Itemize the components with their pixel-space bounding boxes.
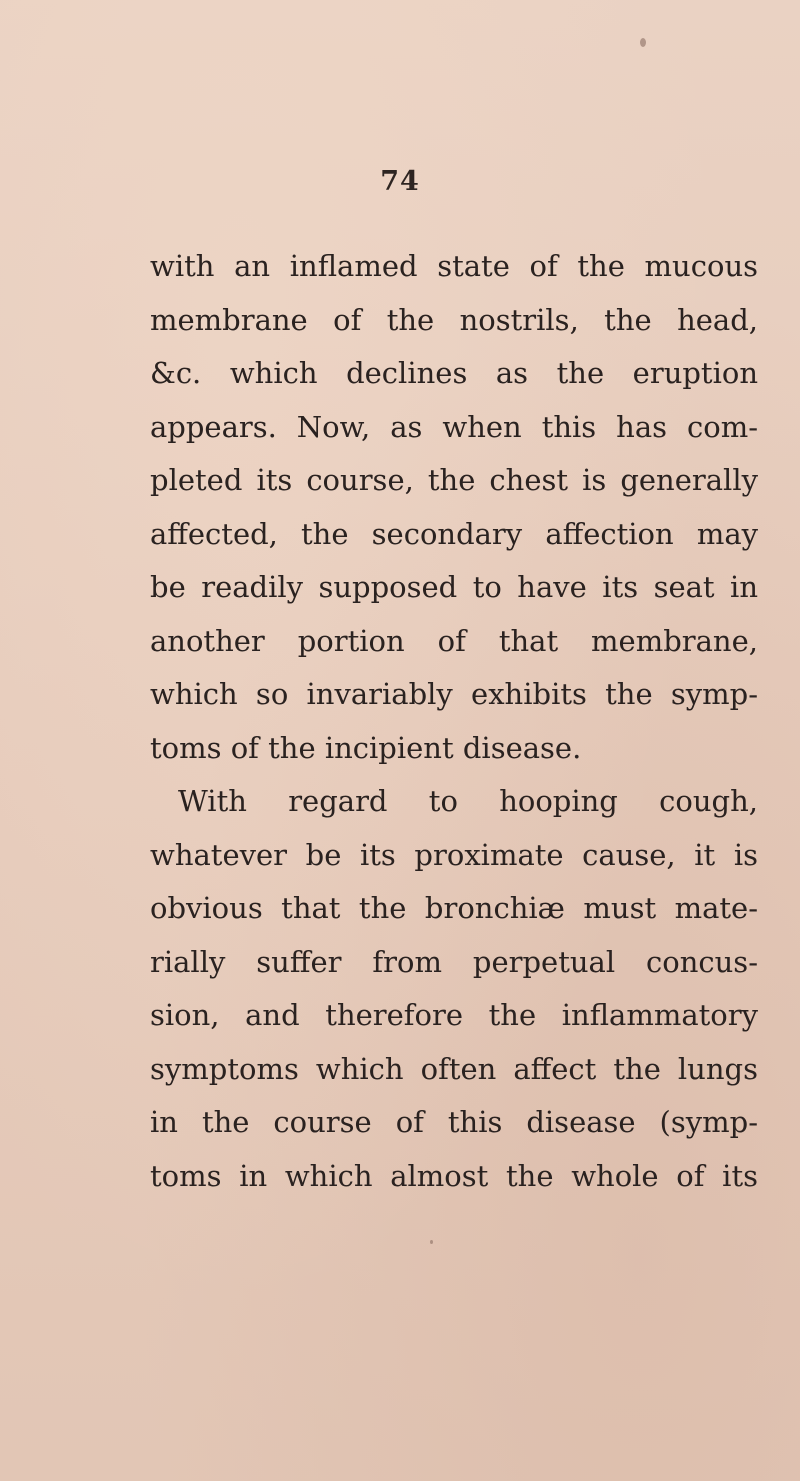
text-line: toms of the incipient disease. xyxy=(150,730,582,765)
page-number: 74 xyxy=(380,166,420,197)
text-line: with an inflamed state of the mucous xyxy=(150,249,758,283)
text-line: obvious that the bronchiæ must mate- xyxy=(150,891,758,925)
text-line: toms in which almost the whole of its xyxy=(150,1158,758,1193)
body-text xyxy=(150,240,758,1203)
text-line: symptoms which often affect the lungs xyxy=(150,1051,758,1086)
text-line: which so invariably exhibits the symp- xyxy=(150,677,758,711)
text-line: be readily supposed to have its seat in xyxy=(150,570,758,604)
text-line: in the course of this disease (symp- xyxy=(150,1105,758,1139)
text-line: another portion of that membrane, xyxy=(150,623,758,658)
text-line: &c. which declines as the eruption xyxy=(150,356,758,390)
text-line: sion, and therefore the inflammatory xyxy=(150,998,758,1032)
text-line: With regard to hooping cough, xyxy=(178,784,758,818)
text-line: appears. Now, as when this has com- xyxy=(150,409,758,444)
text-line: whatever be its proximate cause, it is xyxy=(150,837,758,872)
text-line: affected, the secondary affection may xyxy=(150,516,758,551)
paper-speck xyxy=(430,1240,433,1244)
text-line: membrane of the nostrils, the head, xyxy=(150,302,758,337)
paper-speck xyxy=(640,38,646,47)
text-line: rially suffer from perpetual concus- xyxy=(150,944,758,979)
text-line: pleted its course, the chest is generally xyxy=(150,463,758,497)
